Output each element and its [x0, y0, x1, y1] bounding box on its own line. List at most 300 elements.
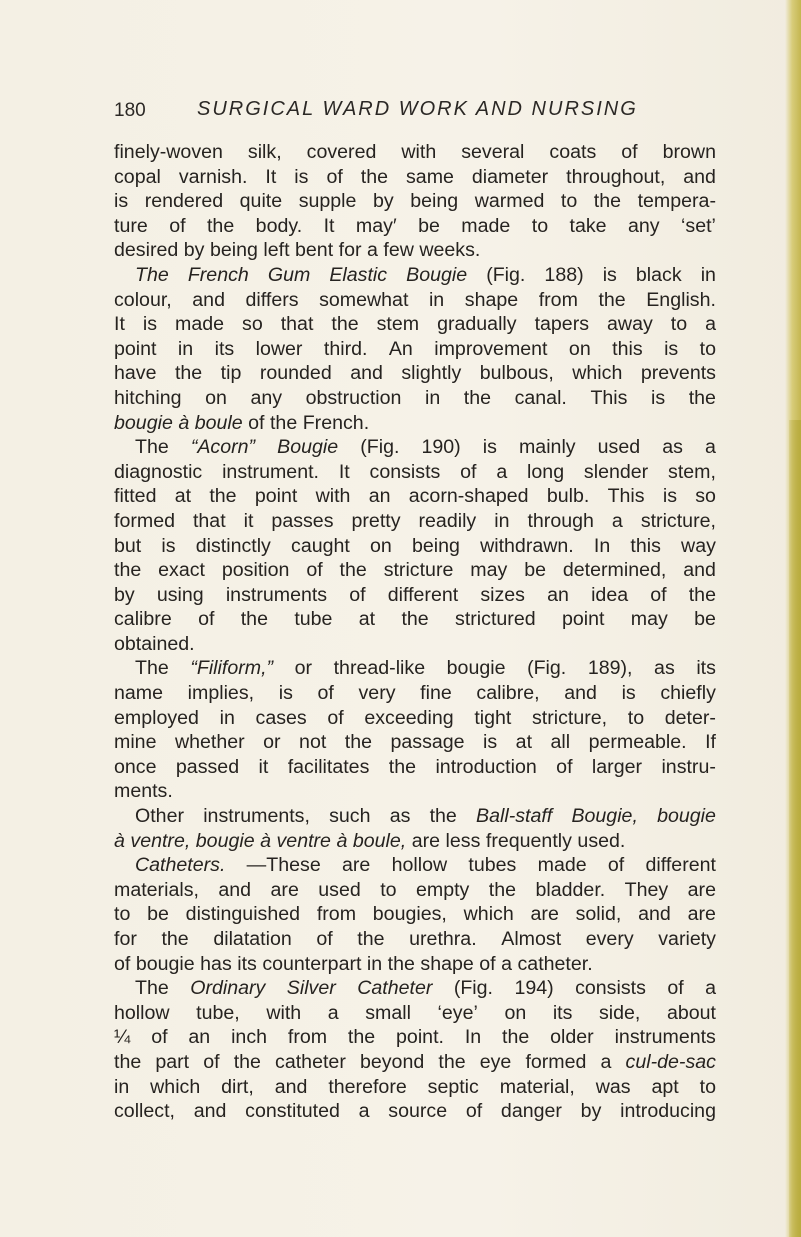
- word: inch: [231, 1026, 268, 1049]
- word: a: [611, 509, 623, 532]
- word: mine: [114, 731, 157, 754]
- word: stem: [376, 313, 420, 336]
- word: Almost: [501, 928, 562, 950]
- word: any: [628, 214, 660, 237]
- word: point: [114, 337, 157, 360]
- word: obstruction: [305, 386, 402, 409]
- word: with: [266, 1001, 302, 1024]
- word: which: [463, 903, 514, 926]
- word: instruments: [225, 583, 328, 606]
- word: bladder.: [535, 878, 606, 901]
- word: this: [612, 337, 643, 360]
- word: to: [380, 878, 397, 901]
- word: in: [114, 1075, 130, 1098]
- word: Bougie: [277, 436, 339, 459]
- word: sizes: [480, 583, 525, 606]
- word: therefore: [328, 1075, 407, 1098]
- word: implies,: [187, 682, 255, 705]
- word: tube,: [196, 1001, 240, 1024]
- word: deter-: [664, 706, 716, 729]
- word: a: [600, 1050, 612, 1073]
- word: of: [607, 854, 625, 877]
- word: by: [580, 1100, 602, 1123]
- word: French.: [302, 411, 370, 434]
- word: catheter.: [517, 952, 593, 975]
- word: catheter: [275, 1050, 346, 1073]
- word: thread-like: [333, 657, 426, 680]
- word: the: [502, 1026, 530, 1049]
- word: be: [418, 214, 440, 237]
- word: on: [504, 1001, 527, 1024]
- word: made: [461, 214, 511, 237]
- word: to: [531, 214, 549, 237]
- word: employed: [114, 706, 199, 729]
- word: tip: [220, 362, 242, 385]
- word: may: [470, 559, 508, 582]
- word: the: [339, 559, 367, 582]
- word: covered: [306, 141, 377, 163]
- word: so: [242, 313, 263, 336]
- word: an: [547, 583, 569, 606]
- word: away: [607, 313, 653, 336]
- text-line: [114, 632, 716, 657]
- text-line: [114, 189, 716, 214]
- word: not: [299, 731, 327, 754]
- word: improvement: [434, 337, 548, 360]
- word: chiefly: [660, 682, 716, 705]
- word: calibre: [114, 608, 172, 631]
- text-line: [114, 534, 716, 559]
- word: a: [501, 952, 513, 975]
- word: ¼: [114, 1026, 131, 1049]
- word: but: [114, 534, 142, 557]
- word: the: [593, 190, 622, 213]
- word: several: [461, 141, 525, 163]
- word: (Fig.: [486, 263, 526, 286]
- word: à: [336, 829, 348, 852]
- word: is: [662, 485, 677, 508]
- word: and: [192, 288, 225, 311]
- word: introducing: [620, 1100, 716, 1123]
- word: is: [664, 337, 679, 360]
- text-line: [114, 779, 716, 804]
- word: acorn-shaped: [408, 485, 529, 508]
- word: permeable.: [588, 731, 687, 754]
- word: made: [175, 313, 225, 336]
- word: idea: [591, 583, 629, 606]
- word: every: [585, 928, 634, 950]
- word: quite: [239, 190, 283, 213]
- word: was: [595, 1075, 631, 1098]
- text-line: [114, 558, 716, 583]
- word: which: [572, 362, 623, 385]
- text-line: [114, 853, 716, 878]
- word: different: [645, 854, 716, 877]
- text-line: [114, 927, 716, 952]
- word: position: [221, 559, 290, 582]
- text-line: [114, 829, 716, 854]
- word: being: [209, 239, 258, 262]
- word: stricture,: [640, 509, 716, 532]
- word: “Filiform,”: [190, 657, 274, 680]
- word: bougie: [657, 805, 716, 828]
- word: point: [561, 608, 605, 631]
- word: in: [424, 386, 441, 409]
- word: collect,: [114, 1100, 175, 1123]
- word: on: [370, 534, 392, 557]
- word: slightly: [401, 362, 462, 385]
- word: by: [372, 190, 394, 213]
- word: Ordinary: [190, 977, 266, 1000]
- word: It: [114, 313, 125, 336]
- word: It: [265, 165, 277, 188]
- word: to: [560, 190, 578, 213]
- word: the: [347, 1026, 376, 1049]
- word: is: [621, 682, 636, 705]
- word: on: [568, 337, 591, 360]
- word: being: [411, 534, 460, 557]
- text-line: [114, 411, 716, 436]
- text-line: [114, 288, 716, 313]
- word: (Fig.: [453, 977, 493, 1000]
- word: tight: [474, 706, 512, 729]
- word: weeks.: [419, 239, 481, 262]
- word: warmed: [474, 190, 545, 213]
- word: are: [687, 903, 716, 926]
- word: that: [280, 313, 314, 336]
- word: the: [206, 214, 235, 237]
- word: is: [483, 731, 498, 754]
- word: of: [316, 928, 333, 950]
- word: If: [705, 731, 716, 754]
- word: same: [406, 165, 454, 188]
- word: mainly: [518, 436, 576, 459]
- word: rendered: [144, 190, 224, 213]
- page-number: 180: [114, 100, 146, 121]
- word: an: [188, 1026, 211, 1049]
- word: from: [538, 288, 578, 311]
- word: Catheters.: [135, 854, 226, 877]
- word: of: [306, 559, 323, 582]
- word: of: [317, 682, 334, 705]
- word: Bougie: [406, 263, 468, 286]
- word: the: [269, 411, 298, 434]
- word: frequently: [485, 829, 572, 852]
- word: whether: [174, 731, 245, 754]
- word: the: [161, 928, 189, 950]
- word: the: [344, 731, 373, 754]
- word: exceeding: [364, 706, 454, 729]
- word: are: [411, 829, 441, 852]
- word: instru-: [661, 755, 716, 778]
- word: formed: [114, 509, 175, 532]
- word: instrument.: [222, 460, 319, 483]
- word: à: [260, 829, 272, 852]
- text-line: [114, 607, 716, 632]
- text-line: [114, 312, 716, 337]
- word: coats: [549, 141, 597, 163]
- word: is: [651, 386, 666, 409]
- word: few: [383, 239, 414, 262]
- word: caught: [291, 534, 350, 557]
- word: formed: [525, 1050, 587, 1073]
- word: varnish.: [178, 165, 248, 188]
- word: in: [494, 509, 510, 532]
- word: hollow: [114, 1001, 170, 1024]
- word: using: [156, 583, 204, 606]
- word: determined,: [562, 559, 667, 582]
- word: tube: [294, 608, 333, 631]
- word: point.: [396, 1026, 444, 1049]
- word: to: [627, 706, 645, 729]
- word: its: [552, 1001, 573, 1024]
- text-line: [114, 1099, 716, 1124]
- word: This: [590, 386, 628, 409]
- word: its: [214, 337, 235, 360]
- text-line: [114, 140, 716, 165]
- word: for: [338, 239, 362, 262]
- word: It: [338, 460, 350, 483]
- word: and: [350, 362, 383, 385]
- word: counterpart: [262, 952, 362, 975]
- word: take: [569, 214, 607, 237]
- word: ventre: [276, 829, 331, 852]
- text-line: [114, 263, 716, 288]
- text-line: [114, 902, 716, 927]
- word: dilatation: [213, 928, 292, 950]
- word: (Fig.: [527, 657, 567, 680]
- word: shape: [464, 288, 519, 311]
- word: bougie: [135, 952, 195, 975]
- word: tapers: [534, 313, 590, 336]
- word: constituted: [245, 1100, 340, 1123]
- word: —These: [246, 854, 321, 877]
- word: a: [496, 460, 508, 483]
- word: dirt,: [221, 1075, 254, 1098]
- word: name: [114, 682, 164, 705]
- word: the: [114, 1050, 142, 1073]
- word: This: [607, 485, 645, 508]
- word: from: [287, 1026, 328, 1049]
- word: cases: [255, 706, 307, 729]
- word: bougie: [114, 411, 173, 434]
- text-line: [114, 435, 716, 460]
- word: a: [705, 313, 716, 336]
- word: to: [114, 903, 131, 926]
- word: by: [183, 239, 205, 262]
- word: way: [681, 534, 716, 557]
- word: variety: [658, 928, 716, 950]
- word: that: [192, 509, 226, 532]
- word: boule: [194, 411, 243, 434]
- word: is: [602, 263, 617, 286]
- word: slender: [583, 460, 649, 483]
- word: 190): [421, 436, 461, 459]
- word: ments.: [114, 780, 173, 803]
- word: (Fig.: [360, 436, 400, 459]
- word: In: [593, 534, 611, 557]
- word: point: [254, 485, 298, 508]
- word: of: [479, 952, 496, 975]
- word: The: [135, 977, 169, 1000]
- word: very: [358, 682, 396, 705]
- word: throughout,: [566, 165, 666, 188]
- word: and: [683, 165, 716, 188]
- word: as: [389, 805, 411, 828]
- text-line: [114, 952, 716, 977]
- word: desired: [114, 239, 179, 262]
- word: or: [263, 731, 281, 754]
- word: materials,: [114, 878, 199, 901]
- word: copal: [114, 165, 161, 188]
- word: bulbous,: [479, 362, 554, 385]
- word: at: [358, 608, 376, 631]
- word: are: [530, 903, 559, 926]
- word: has: [200, 952, 232, 975]
- word: its: [696, 657, 716, 680]
- word: hollow: [391, 854, 448, 877]
- text-line: [114, 730, 716, 755]
- word: ture: [114, 214, 148, 237]
- word: solid,: [575, 903, 622, 926]
- word: at: [515, 731, 533, 754]
- word: of: [198, 608, 215, 631]
- word: distinguished: [185, 903, 301, 926]
- word: brown: [662, 141, 716, 163]
- word: is: [142, 313, 158, 336]
- word: all: [550, 731, 571, 754]
- word: septic: [427, 1075, 479, 1098]
- page-edge: [785, 0, 801, 1237]
- word: stricture,: [532, 706, 608, 729]
- word: The: [135, 436, 169, 459]
- word: any: [250, 386, 283, 409]
- word: on: [205, 386, 227, 409]
- word: eye: [479, 1050, 512, 1073]
- word: in: [700, 263, 716, 286]
- word: Silver: [286, 977, 336, 1000]
- word: of: [650, 583, 667, 606]
- word: left: [263, 239, 290, 262]
- word: have: [114, 362, 157, 385]
- word: introduction: [435, 755, 537, 778]
- text-line: [114, 460, 716, 485]
- word: English.: [646, 288, 716, 311]
- word: less: [445, 829, 481, 852]
- word: a: [704, 436, 716, 459]
- word: source: [388, 1100, 448, 1123]
- word: passage: [390, 731, 465, 754]
- text-line: [114, 1050, 716, 1075]
- word: side,: [598, 1001, 641, 1024]
- word: passes: [271, 509, 334, 532]
- word: and: [683, 559, 716, 582]
- word: diameter: [471, 165, 549, 188]
- word: tubes: [468, 854, 517, 877]
- word: passed: [175, 755, 240, 778]
- word: the: [331, 313, 359, 336]
- word: boule,: [352, 829, 407, 852]
- word: once: [114, 755, 157, 778]
- page-edge-shadow: [789, 420, 801, 1237]
- word: apt: [651, 1075, 679, 1098]
- word: such: [329, 805, 371, 828]
- word: with: [401, 141, 437, 163]
- word: the: [387, 952, 415, 975]
- word: to: [699, 1075, 716, 1098]
- word: and: [193, 1100, 227, 1123]
- text-line: [114, 509, 716, 534]
- word: third.: [323, 337, 368, 360]
- word: the: [688, 386, 716, 409]
- text-line: [114, 755, 716, 780]
- text-line: [114, 165, 716, 190]
- word: fine: [420, 682, 452, 705]
- word: tempera-: [637, 190, 716, 213]
- word: calibre,: [476, 682, 540, 705]
- body-text: [114, 140, 716, 1124]
- word: and: [274, 1075, 308, 1098]
- word: and: [638, 903, 671, 926]
- word: in: [219, 706, 235, 729]
- word: and: [218, 878, 252, 901]
- text-line: [114, 1025, 716, 1050]
- word: the: [357, 928, 385, 950]
- text-line: [114, 681, 716, 706]
- word: It: [323, 214, 335, 237]
- word: ‘eye’: [437, 1001, 478, 1024]
- word: the: [360, 165, 389, 188]
- page-header: [114, 94, 714, 128]
- word: made: [537, 854, 587, 877]
- word: Gum: [267, 263, 311, 286]
- word: differs: [245, 288, 299, 311]
- text-line: [114, 484, 716, 509]
- word: a: [705, 977, 716, 1000]
- word: An: [388, 337, 413, 360]
- word: with: [315, 485, 351, 508]
- text-line: [114, 804, 716, 829]
- text-line: [114, 878, 716, 903]
- word: is: [294, 165, 309, 188]
- word: its: [237, 952, 257, 975]
- text-line: [114, 361, 716, 386]
- word: strictured: [455, 608, 536, 631]
- word: the: [688, 583, 716, 606]
- text-line: [114, 386, 716, 411]
- word: lower: [255, 337, 303, 360]
- word: 194): [514, 977, 554, 1000]
- word: this: [630, 534, 661, 557]
- word: prevents: [640, 362, 716, 385]
- word: it: [258, 755, 269, 778]
- word: through: [527, 509, 594, 532]
- word: bent: [295, 239, 334, 262]
- word: the: [233, 1050, 261, 1073]
- word: of: [151, 1026, 168, 1049]
- word: body.: [255, 214, 303, 237]
- word: different: [387, 583, 459, 606]
- word: withdrawn.: [480, 534, 574, 557]
- word: Other: [135, 805, 185, 828]
- word: may: [630, 608, 668, 631]
- word: the: [401, 608, 429, 631]
- word: The: [135, 657, 169, 680]
- word: the: [388, 755, 417, 778]
- word: of: [621, 141, 638, 163]
- word: cul-de-sac: [625, 1050, 716, 1073]
- word: bulb.: [546, 485, 590, 508]
